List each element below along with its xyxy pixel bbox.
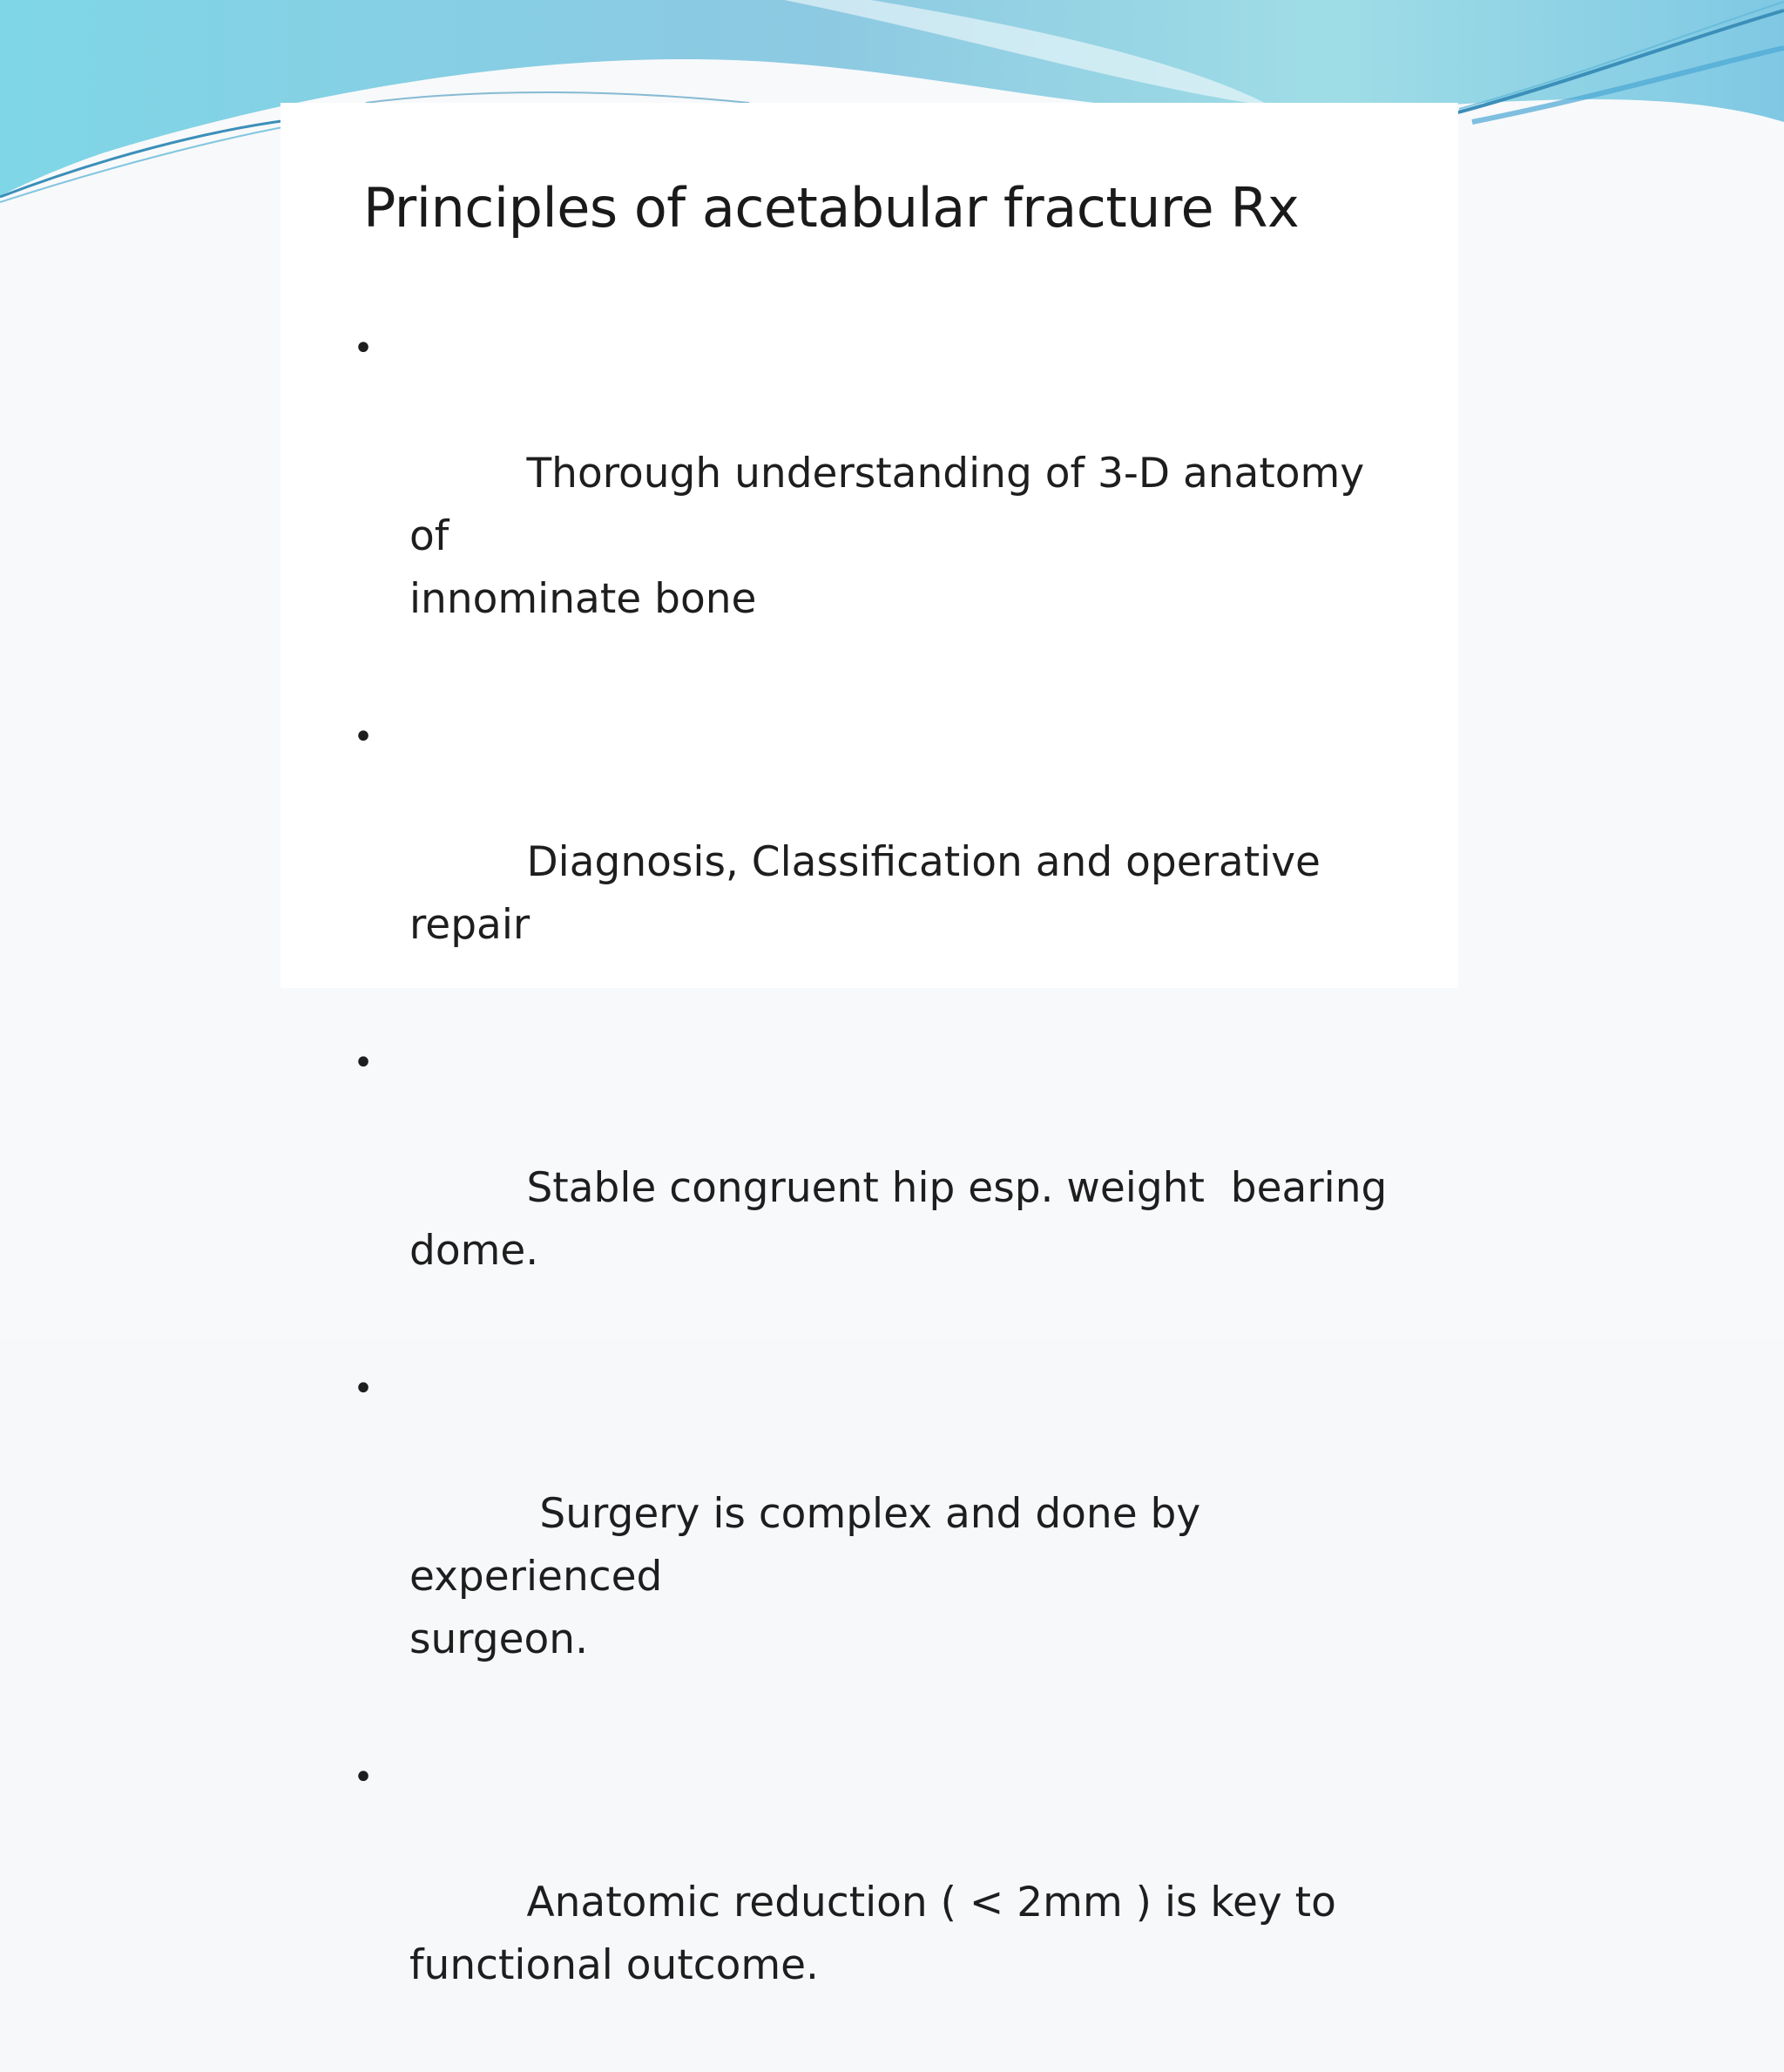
bullet-text: Diagnosis, Classification and operative repair: [409, 838, 1334, 949]
bullet-text: Thorough understanding of 3-D anatomy of innominate bone: [409, 450, 1365, 623]
bullet-text: Surgery is complex and done by experienced surgeon.: [409, 1490, 1201, 1663]
bullet-icon: •: [353, 1757, 374, 1798]
bullet-list: [341, 317, 1404, 2072]
slide-title: Principles of acetabular fracture Rx: [363, 176, 1300, 240]
bullet-text: Anatomic reduction ( < 2mm ) is key to functional outcome.: [409, 1879, 1336, 1989]
bullet-icon: •: [353, 1043, 374, 1083]
bullet-item: [341, 706, 1404, 1019]
bullet-icon: •: [353, 328, 374, 369]
bullet-item: [341, 1358, 1404, 1734]
bullet-icon: •: [353, 717, 374, 757]
bullet-icon: •: [353, 1369, 374, 1409]
bullet-item: [341, 1746, 1404, 2060]
bullet-item: [341, 1032, 1404, 1345]
bullet-item: [341, 317, 1404, 694]
bullet-text: Stable congruent hip esp. weight bearing dome.: [409, 1164, 1388, 1275]
slide-content-panel: [280, 103, 1458, 1989]
